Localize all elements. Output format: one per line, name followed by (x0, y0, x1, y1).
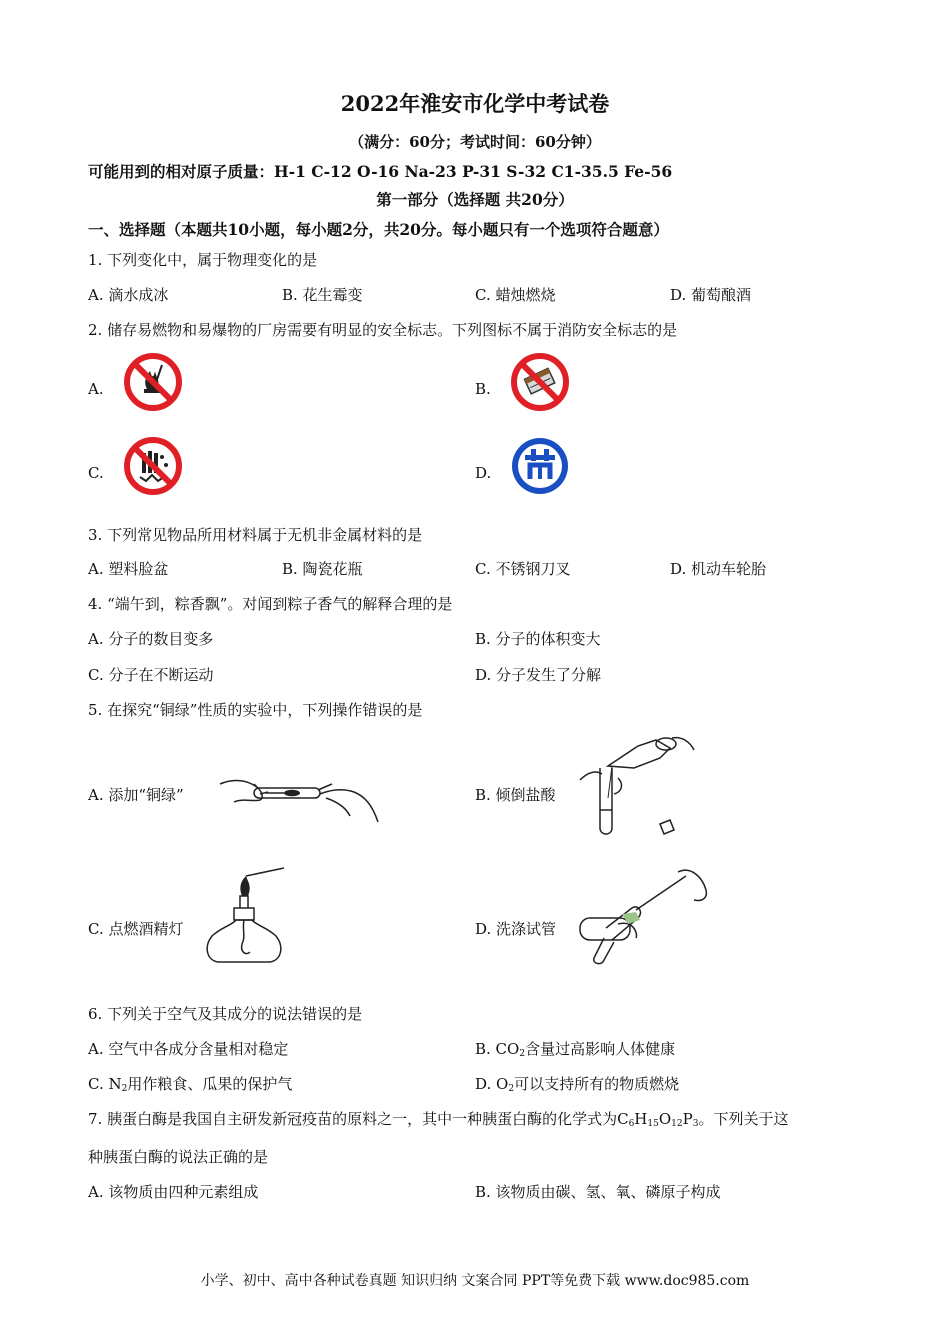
q6-option-d[interactable]: D. $O_2$可以支持所有的物质燃烧 (475, 1075, 680, 1094)
q3-option-a[interactable]: A. 塑料脸盆 (88, 560, 169, 578)
q2-option-a[interactable]: A. (88, 380, 104, 398)
q4-option-c[interactable]: C. 分子在不断运动 (88, 666, 214, 684)
q3-option-d[interactable]: D. 机动车轮胎 (670, 560, 767, 578)
q2-option-d[interactable]: D. (475, 464, 492, 482)
q4-option-b[interactable]: B. 分子的体积变大 (475, 630, 601, 648)
part-title: 第一部分（选择题 共20分） (376, 190, 574, 209)
q1-stem: 1. 下列变化中，属于物理变化的是 (88, 251, 318, 269)
light-alcohol-lamp-illustration-icon (196, 866, 292, 968)
q2-stem: 2. 储存易燃物和易爆物的厂房需要有明显的安全标志。下列图标不属于消防安全标志的是 (88, 321, 678, 339)
q3-option-b[interactable]: B. 陶瓷花瓶 (282, 560, 363, 578)
wash-test-tube-illustration-icon (578, 868, 714, 966)
q1-option-b[interactable]: B. 花生霉变 (282, 286, 363, 304)
q6-option-c[interactable]: C. $N_2$用作粮食、瓜果的保护气 (88, 1075, 293, 1094)
pour-acid-illustration-icon (578, 728, 698, 840)
q7-stem-line2: 种胰蛋白酶的说法正确的是 (88, 1148, 269, 1166)
exam-subtitle: （满分：60分；考试时间：60分钟） (349, 133, 601, 151)
q1-option-d[interactable]: D. 葡萄酿酒 (670, 286, 752, 304)
q5-option-a[interactable]: A. 添加“铜绿” (88, 786, 184, 804)
q3-stem: 3. 下列常见物品所用材料属于无机非金属材料的是 (88, 526, 423, 544)
q5-option-c[interactable]: C. 点燃酒精灯 (88, 920, 184, 938)
q6-option-a[interactable]: A. 空气中各成分含量相对稳定 (88, 1040, 289, 1058)
q2-option-b[interactable]: B. (475, 380, 491, 398)
q4-option-d[interactable]: D. 分子发生了分解 (475, 666, 602, 684)
atomic-masses: 可能用到的相对原子质量：H-1 C-12 O-16 Na-23 P-31 S-32 C1-35.5 Fe-56 (88, 162, 673, 181)
q5-option-d[interactable]: D. 洗涤试管 (475, 920, 557, 938)
q6-option-b[interactable]: B. $CO_2$含量过高影响人体健康 (475, 1040, 676, 1059)
no-fireworks-sign-icon (122, 435, 184, 497)
exam-title: 2022年淮安市化学中考试卷 (340, 91, 610, 116)
page-footer: 小学、初中、高中各种试卷真题 知识归纳 文案合同 PPT等免费下载 www.doc985.com (200, 1273, 750, 1289)
water-saving-sign-icon (509, 435, 571, 497)
q4-option-a[interactable]: A. 分子的数目变多 (88, 630, 214, 648)
q1-option-a[interactable]: A. 滴水成冰 (88, 286, 169, 304)
q7-option-b[interactable]: B. 该物质由碳、氢、氧、磷原子构成 (475, 1183, 721, 1201)
q3-option-c[interactable]: C. 不锈钢刀叉 (475, 560, 571, 578)
q2-option-c[interactable]: C. (88, 464, 104, 482)
q7-option-a[interactable]: A. 该物质由四种元素组成 (88, 1183, 259, 1201)
q6-stem: 6. 下列关于空气及其成分的说法错误的是 (88, 1005, 363, 1023)
q4-stem: 4. “端午到，粽香飘”。对闻到粽子香气的解释合理的是 (88, 595, 453, 613)
section-title: 一、选择题（本题共10小题，每小题2分，共20分。每小题只有一个选项符合题意） (88, 220, 669, 239)
no-matches-sign-icon (509, 351, 571, 413)
no-open-flame-sign-icon (122, 351, 184, 413)
q5-option-b[interactable]: B. 倾倒盐酸 (475, 786, 556, 804)
add-powder-illustration-icon (214, 764, 386, 836)
q1-option-c[interactable]: C. 蜡烛燃烧 (475, 286, 556, 304)
q7-stem: 7. 胰蛋白酶是我国自主研发新冠疫苗的原料之一，其中一种胰蛋白酶的化学式为$C_6H_{15}O_{12}P_3$。下列关于这 (88, 1110, 789, 1129)
q5-stem: 5. 在探究“铜绿”性质的实验中，下列操作错误的是 (88, 701, 423, 719)
